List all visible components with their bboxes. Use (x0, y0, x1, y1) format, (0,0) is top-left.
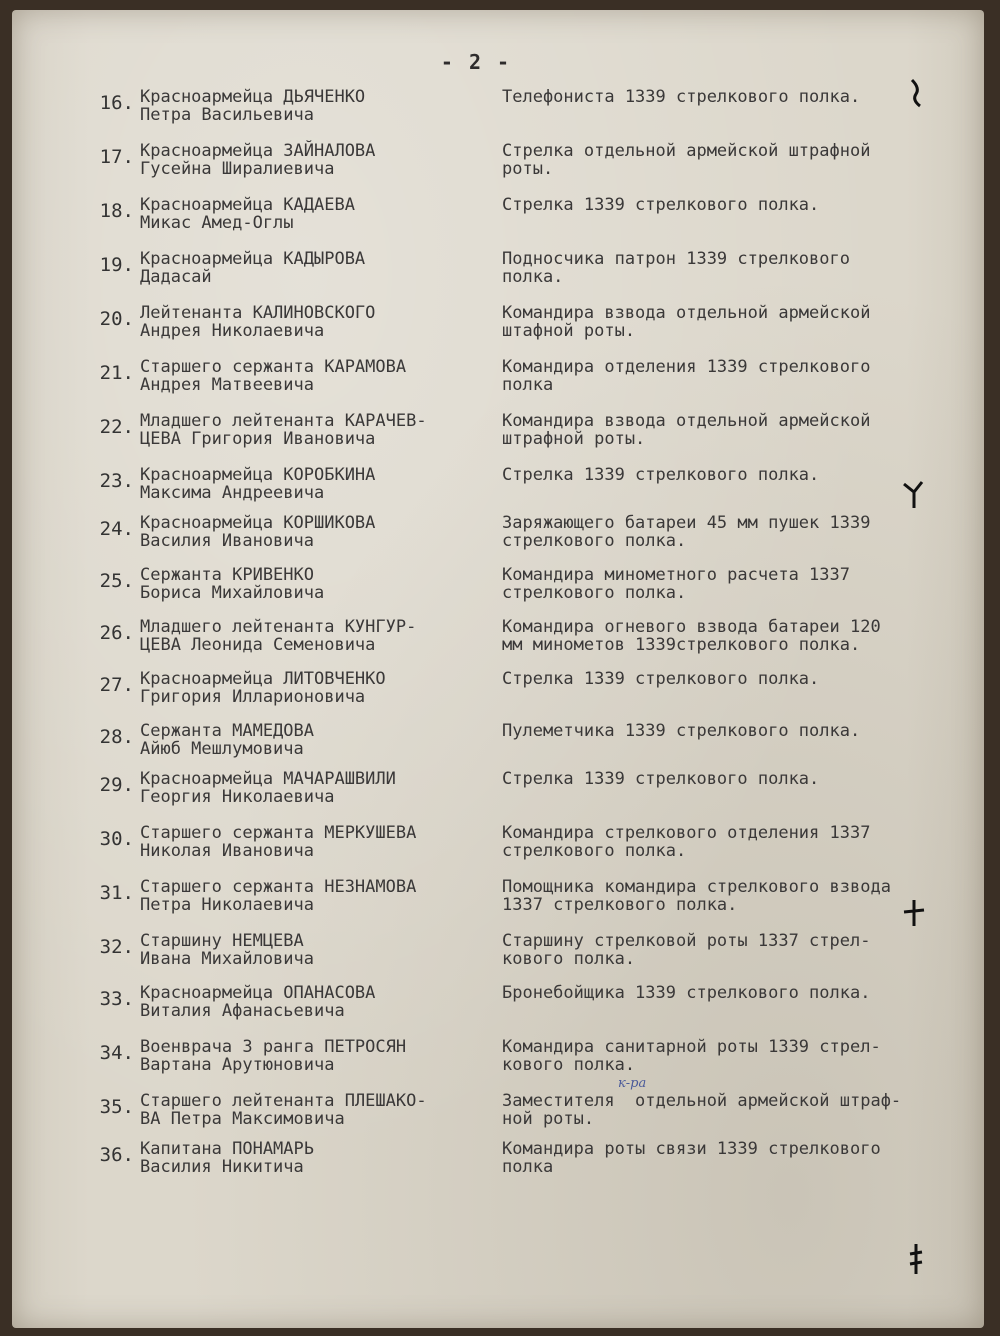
entry-number: 24. (99, 518, 134, 540)
handwritten-note: к-ра (618, 1076, 647, 1091)
entry-person: Красноармейца ЛИТОВЧЕНКО Григория Илларионовича (140, 669, 386, 707)
entry-position: Заряжающего батареи 45 мм пушек 1339 стрелкового полка. (502, 513, 871, 551)
entry-position: Стрелка отдельной армейской штрафной роты. (502, 141, 871, 179)
entry-person: Младшего лейтенанта КУНГУР- ЦЕВА Леонида Семеновича (140, 617, 417, 655)
entry-position: Командира взвода отдельной армейской штафной роты. (502, 303, 871, 341)
entry-number: 36. (99, 1144, 134, 1166)
document-sheet (12, 10, 984, 1328)
entry-person: Красноармейца КОРОБКИНА Максима Андреевича (140, 465, 376, 503)
entry-person: Красноармейца ДЬЯЧЕНКО Петра Васильевича (140, 87, 366, 125)
entry-position: Стрелка 1339 стрелкового полка. (502, 769, 820, 789)
entry-person: Капитана ПОНАМАРЬ Василия Никитича (140, 1139, 314, 1177)
entry-person: Старшего сержанта МЕРКУШЕВА Николая Ивановича (140, 823, 417, 861)
entry-number: 20. (99, 308, 134, 330)
entry-position: Бронебойщика 1339 стрелкового полка. (502, 983, 871, 1003)
entry-position: Командира стрелкового отделения 1337 стрелкового полка. (502, 823, 871, 861)
entry-position: Командира роты связи 1339 стрелкового полка (502, 1139, 881, 1177)
entry-person: Младшего лейтенанта КАРАЧЕВ- ЦЕВА Григория Ивановича (140, 411, 427, 449)
entry-position: Стрелка 1339 стрелкового полка. (502, 669, 820, 689)
entry-person: Старшего сержанта КАРАМОВА Андрея Матвеевича (140, 357, 407, 395)
entry-person: Красноармейца КАДЫРОВА Дадасай (140, 249, 366, 287)
entry-number: 34. (99, 1042, 134, 1064)
entry-person: Красноармейца МАЧАРАШВИЛИ Георгия Николаевича (140, 769, 396, 807)
entry-number: 21. (99, 362, 134, 384)
entry-number: 22. (99, 416, 134, 438)
entry-number: 35. (99, 1096, 134, 1118)
page-number: - 2 - (440, 50, 512, 74)
entry-number: 16. (99, 92, 134, 114)
entry-person: Старшего лейтенанта ПЛЕШАКО- ВА Петра Максимовича (140, 1091, 427, 1129)
entry-position: Старшину стрелковой роты 1337 стрел- кового полка. (502, 931, 871, 969)
entry-number: 17. (99, 146, 134, 168)
entry-number: 18. (99, 200, 134, 222)
entry-position: Стрелка 1339 стрелкового полка. (502, 465, 820, 485)
entry-number: 23. (99, 470, 134, 492)
entry-position: Командира отделения 1339 стрелкового полка (502, 357, 871, 395)
entry-person: Красноармейца КОРШИКОВА Василия Ивановича (140, 513, 376, 551)
entry-position: Командира взвода отдельной армейской штрафной роты. (502, 411, 871, 449)
entry-number: 19. (99, 254, 134, 276)
entry-number: 33. (99, 988, 134, 1010)
entry-number: 29. (99, 774, 134, 796)
tick-mark-icon (902, 480, 926, 510)
entry-number: 25. (99, 570, 134, 592)
entry-position: Командира минометного расчета 1337 стрелкового полка. (502, 565, 850, 603)
entry-person: Старшину НЕМЦЕВА Ивана Михайловича (140, 931, 314, 969)
entry-person: Старшего сержанта НЕЗНАМОВА Петра Николаевича (140, 877, 417, 915)
entry-person: Красноармейца ОПАНАСОВА Виталия Афанасьевича (140, 983, 376, 1021)
entry-position: Заместителя отдельной армейской штраф- ной роты. (502, 1091, 902, 1129)
entry-person: Красноармейца ЗАЙНАЛОВА Гусейна Ширалиевича (140, 141, 376, 179)
tick-mark-icon (906, 1242, 926, 1276)
entry-position: Стрелка 1339 стрелкового полка. (502, 195, 820, 215)
entry-person: Сержанта КРИВЕНКО Бориса Михайловича (140, 565, 325, 603)
entry-position: Пулеметчика 1339 стрелкового полка. (502, 721, 861, 741)
entry-person: Военврача 3 ранга ПЕТРОСЯН Вартана Арутюновича (140, 1037, 407, 1075)
tick-mark-icon (908, 78, 928, 108)
entry-person: Лейтенанта КАЛИНОВСКОГО Андрея Николаевича (140, 303, 376, 341)
entry-position: Командира огневого взвода батареи 120 мм минометов 1339стрелкового полка. (502, 617, 881, 655)
entry-position: Подносчика патрон 1339 стрелкового полка. (502, 249, 850, 287)
entry-number: 28. (99, 726, 134, 748)
entry-position: Командира санитарной роты 1339 стрел- кового полка. (502, 1037, 881, 1075)
entry-number: 32. (99, 936, 134, 958)
entry-number: 26. (99, 622, 134, 644)
entry-position: Телефониста 1339 стрелкового полка. (502, 87, 861, 107)
entry-number: 27. (99, 674, 134, 696)
entry-number: 31. (99, 882, 134, 904)
plus-mark-icon (902, 898, 926, 928)
entry-position: Помощника командира стрелкового взвода 1337 стрелкового полка. (502, 877, 891, 915)
entry-number: 30. (99, 828, 134, 850)
entry-person: Красноармейца КАДАЕВА Микас Амед-Оглы (140, 195, 355, 233)
entry-person: Сержанта МАМЕДОВА Айюб Мешлумовича (140, 721, 314, 759)
